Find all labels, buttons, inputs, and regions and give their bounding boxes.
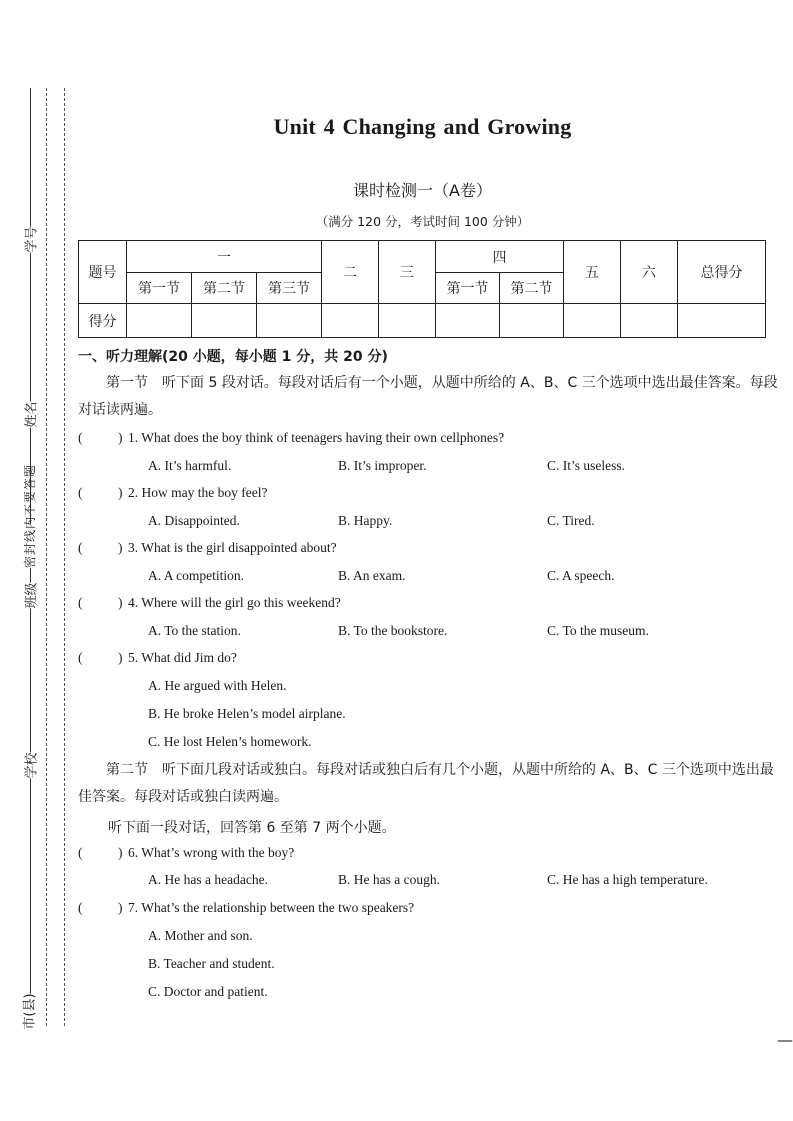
exam-note: （满分 120 分，考试时间 100 分钟） <box>315 214 530 229</box>
sub-cell-part-2: 第二节 <box>500 273 564 304</box>
option-c: C. He has a high temperature. <box>547 872 708 887</box>
part2-intro: 听下面一段对话，回答第 6 至第 7 两个小题。 <box>108 820 396 836</box>
margin-label-name: 姓名 <box>19 401 42 427</box>
question-stem: 2. How may the boy feel? <box>128 485 268 500</box>
part1-instructions: 第一节 听下面 5 段对话。每段对话后有一个小题，从题中所给的 A、B、C 三个选项中选出最佳答案。每段对话读两遍。 <box>78 375 778 418</box>
margin-label-city: 市(县) <box>17 993 40 1029</box>
option-c: C. It’s useless. <box>547 458 626 473</box>
header-cell-total: 总得分 <box>678 241 766 304</box>
header-cell-section-4: 四 <box>436 241 564 273</box>
option-b: B. He has a cough. <box>338 872 440 887</box>
answer-blank[interactable]: ( ) <box>78 540 128 556</box>
option-a: A. He has a headache. <box>148 872 268 887</box>
question-stem: 5. What did Jim do? <box>128 650 237 665</box>
score-cell[interactable] <box>322 304 379 338</box>
question-stem: 1. What does the boy think of teenagers having their own cellphones? <box>128 430 505 445</box>
question-stem: 3. What is the girl disappointed about? <box>128 540 337 555</box>
question-3 <box>78 540 337 556</box>
option-c: C. A speech. <box>547 568 615 583</box>
score-cell[interactable] <box>564 304 621 338</box>
option-a: A. A competition. <box>148 568 244 583</box>
margin-label-school: 学校 <box>19 752 42 778</box>
score-cell[interactable] <box>127 304 192 338</box>
option-c: C. Doctor and patient. <box>148 984 268 999</box>
score-cell[interactable] <box>678 304 766 338</box>
header-cell-section-5: 五 <box>564 241 621 304</box>
option-b: B. To the bookstore. <box>338 623 448 638</box>
option-a: A. It’s harmful. <box>148 458 232 473</box>
question-5 <box>78 650 237 666</box>
seal-line-text: 密封线内不要答题 <box>23 463 37 568</box>
score-cell[interactable] <box>436 304 500 338</box>
option-c: C. Tired. <box>547 513 595 528</box>
header-cell-section-2: 二 <box>322 241 379 304</box>
answer-blank[interactable]: ( ) <box>78 845 128 861</box>
margin-label-class: 班级 <box>19 582 42 608</box>
header-cell-section-3: 三 <box>379 241 436 304</box>
score-cell[interactable] <box>192 304 257 338</box>
part2-instructions: 第二节 听下面几段对话或独白。每段对话或独白后有几个小题，从题中所给的 A、B、C 三个选项中选出最佳答案。每段对话或独白读两遍。 <box>78 762 774 805</box>
question-6 <box>78 845 294 861</box>
option-b: B. He broke Helen’s model airplane. <box>148 706 346 721</box>
header-cell-tihao: 题号 <box>79 241 127 304</box>
option-b: B. Happy. <box>338 513 393 528</box>
option-a: A. To the station. <box>148 623 241 638</box>
sub-cell-part-3: 第三节 <box>257 273 322 304</box>
score-row-label: 得分 <box>79 304 127 338</box>
answer-blank[interactable]: ( ) <box>78 430 128 446</box>
sub-cell-part-2: 第二节 <box>192 273 257 304</box>
question-stem: 7. What’s the relationship between the two speakers? <box>128 900 415 915</box>
page-subtitle: 课时检测一（A卷） <box>353 181 492 200</box>
answer-blank[interactable]: ( ) <box>78 485 128 501</box>
score-cell[interactable] <box>257 304 322 338</box>
option-b: B. Teacher and student. <box>148 956 275 971</box>
question-4 <box>78 595 341 611</box>
header-cell-section-6: 六 <box>621 241 678 304</box>
sub-cell-part-1: 第一节 <box>127 273 192 304</box>
score-cell[interactable] <box>500 304 564 338</box>
section-heading: 一、听力理解(20 小题，每小题 1 分，共 20 分) <box>78 349 388 365</box>
option-b: B. An exam. <box>338 568 406 583</box>
question-7 <box>78 900 414 916</box>
score-table <box>78 240 766 338</box>
page-number-mark: — <box>777 1030 793 1049</box>
answer-blank[interactable]: ( ) <box>78 650 128 666</box>
answer-blank[interactable]: ( ) <box>78 900 128 916</box>
header-cell-section-1: 一 <box>127 241 322 273</box>
option-c: C. He lost Helen’s homework. <box>148 734 312 749</box>
question-2 <box>78 485 267 501</box>
question-stem: 6. What’s wrong with the boy? <box>128 845 295 860</box>
option-a: A. Disappointed. <box>148 513 240 528</box>
option-c: C. To the museum. <box>547 623 649 638</box>
option-a: A. Mother and son. <box>148 928 253 943</box>
question-stem: 4. Where will the girl go this weekend? <box>128 595 341 610</box>
score-cell[interactable] <box>621 304 678 338</box>
score-cell[interactable] <box>379 304 436 338</box>
question-1 <box>78 430 504 446</box>
answer-blank[interactable]: ( ) <box>78 595 128 611</box>
margin-label-student-id: 学号 <box>19 226 42 252</box>
option-a: A. He argued with Helen. <box>148 678 287 693</box>
option-b: B. It’s improper. <box>338 458 427 473</box>
sub-cell-part-1: 第一节 <box>436 273 500 304</box>
page-title: Unit 4 Changing and Growing <box>273 114 572 139</box>
